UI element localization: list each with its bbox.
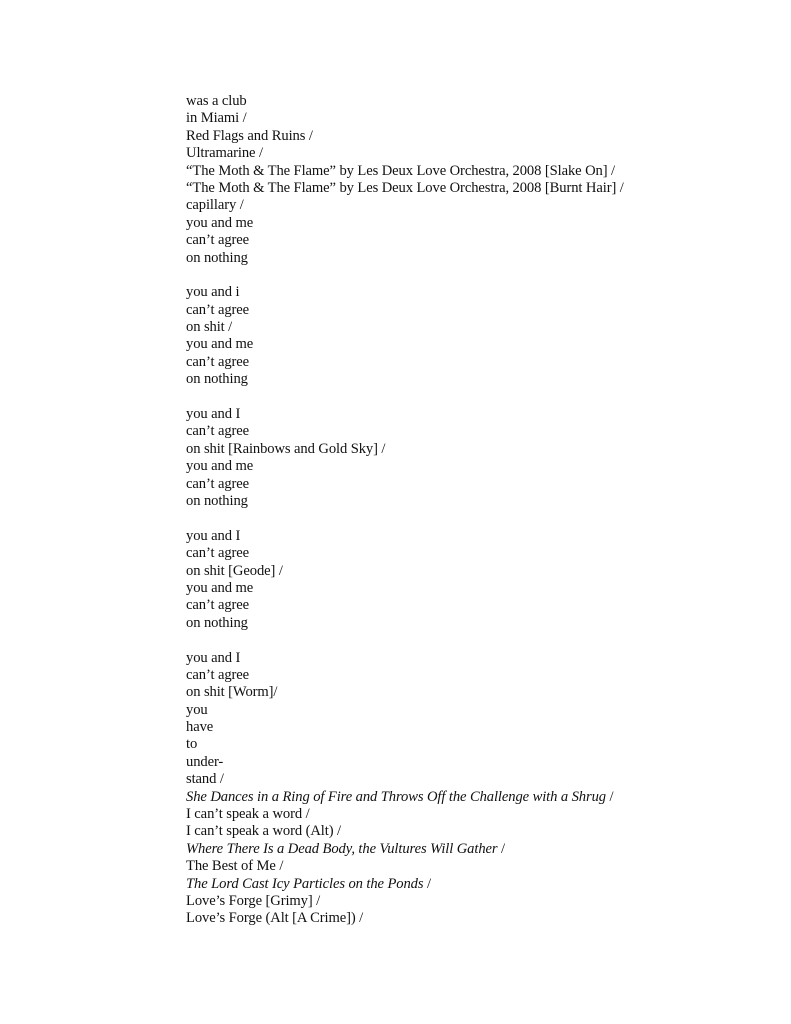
stanza-break <box>186 267 766 284</box>
poem-line: “The Moth & The Flame” by Les Deux Love Orchestra, 2008 [Slake On] / <box>186 162 616 179</box>
line-separator: / <box>423 875 431 892</box>
poem-line: on nothing <box>186 371 248 388</box>
poem-line: you and me <box>186 214 254 231</box>
poem-line: I can’t speak a word (Alt) / <box>186 823 341 840</box>
stanza-break <box>186 389 766 406</box>
poem-line: you <box>186 701 208 718</box>
italic-title: She Dances in a Ring of Fire and Throws Off the Challenge with a Shrug <box>186 788 606 805</box>
poem-line: under- <box>186 753 224 770</box>
poem-line <box>186 789 766 806</box>
poem-line: you and I <box>186 649 241 666</box>
poem-line: can’t agree <box>186 232 250 249</box>
poem-line: you and me <box>186 579 254 596</box>
line-separator: / <box>605 788 614 805</box>
stanza-break <box>186 510 766 527</box>
italic-title: The Lord Cast Icy Particles on the Ponds <box>186 875 424 892</box>
poem-line: can’t agree <box>186 666 250 683</box>
poem-line: can’t agree <box>186 475 250 492</box>
poem-line: on shit / <box>186 319 233 336</box>
poem-line: on nothing <box>186 492 248 509</box>
poem-line: Love’s Forge [Grimy] / <box>186 892 321 909</box>
poem-line: can’t agree <box>186 301 250 318</box>
poem-text-block <box>186 93 766 928</box>
poem-line: I can’t speak a word / <box>186 806 310 823</box>
poem-line: on nothing <box>186 249 248 266</box>
poem-line: have <box>186 719 214 736</box>
poem-line: you and I <box>186 406 241 423</box>
italic-title: Where There Is a Dead Body, the Vultures Will Gather <box>186 840 498 857</box>
poem-line: capillary / <box>186 197 244 214</box>
line-separator: / <box>497 840 505 857</box>
poem-line: Love’s Forge (Alt [A Crime]) / <box>186 910 364 927</box>
poem-line: can’t agree <box>186 545 250 562</box>
poem-line: Red Flags and Ruins / <box>186 127 313 144</box>
poem-line: on nothing <box>186 614 248 631</box>
poem-line <box>186 841 766 858</box>
poem-line <box>186 876 766 893</box>
poem-line: you and i <box>186 284 240 301</box>
poem-line: on shit [Rainbows and Gold Sky] / <box>186 440 386 457</box>
poem-line: can’t agree <box>186 423 250 440</box>
poem-line: to <box>186 736 198 753</box>
stanza-break <box>186 632 766 649</box>
poem-line: can’t agree <box>186 597 250 614</box>
poem-line: can’t agree <box>186 353 250 370</box>
poem-line: in Miami / <box>186 110 247 127</box>
poem-line: on shit [Geode] / <box>186 562 283 579</box>
poem-line: The Best of Me / <box>186 858 284 875</box>
poem-line: you and me <box>186 458 254 475</box>
poem-line: you and I <box>186 527 241 544</box>
poem-line: you and me <box>186 336 254 353</box>
poem-line: on shit [Worm]/ <box>186 684 278 701</box>
poem-line: stand / <box>186 771 224 788</box>
poem-line: “The Moth & The Flame” by Les Deux Love Orchestra, 2008 [Burnt Hair] / <box>186 179 624 196</box>
poem-line: was a club <box>186 93 247 109</box>
poem-line: Ultramarine / <box>186 145 263 162</box>
